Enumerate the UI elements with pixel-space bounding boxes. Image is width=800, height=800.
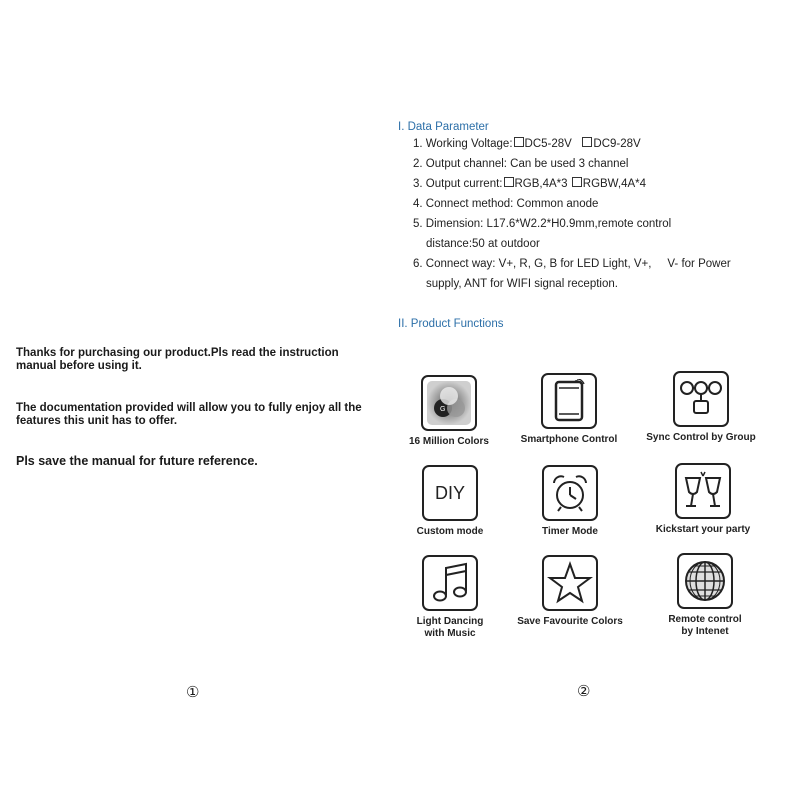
param-label: 3. Output current: xyxy=(413,178,503,190)
checkbox-icon xyxy=(514,137,524,147)
feature-smartphone-control xyxy=(509,373,629,446)
feature-label-line: with Music xyxy=(424,628,476,639)
cheers-glasses-icon xyxy=(675,463,731,519)
param-label: 1. Working Voltage: xyxy=(413,138,513,150)
product-functions-title: II. Product Functions xyxy=(398,318,504,330)
param-option: DC5-28V xyxy=(524,138,572,150)
param-option: DC9-28V xyxy=(593,138,641,150)
parameter-list xyxy=(413,134,785,294)
save-manual-text: Pls save the manual for future reference. xyxy=(16,454,258,468)
param-text: 6. Connect way: V+, R, G, B for LED Light, V+, V- for Power xyxy=(413,258,731,270)
svg-text:G: G xyxy=(440,406,446,413)
param-output-current xyxy=(413,174,785,194)
color-wheel-icon xyxy=(421,375,477,431)
param-working-voltage xyxy=(413,134,785,154)
feature-remote-control-internet xyxy=(645,553,765,638)
feature-label-line: by Intenet xyxy=(681,626,729,637)
smartphone-icon xyxy=(541,373,597,429)
feature-label: Kickstart your party xyxy=(655,524,751,535)
feature-16-million-colors xyxy=(389,375,509,448)
feature-kickstart-party xyxy=(643,463,763,536)
checkbox-icon xyxy=(572,177,582,187)
param-text-cont: distance:50 at outdoor xyxy=(426,238,540,250)
feature-label: Sync Control by Group xyxy=(646,432,756,443)
diy-icon-text: DIY xyxy=(434,482,465,503)
feature-label: Smartphone Control xyxy=(520,434,618,445)
feature-label: Custom mode xyxy=(416,526,484,537)
feature-custom-mode xyxy=(390,465,510,538)
page-number-1: ① xyxy=(186,684,200,701)
feature-label-line: Light Dancing xyxy=(416,616,484,627)
feature-light-dancing xyxy=(390,555,510,640)
param-text: 5. Dimension: L17.6*W2.2*H0.9mm,remote control xyxy=(413,218,672,230)
feature-label: 16 Million Colors xyxy=(408,436,489,447)
feature-sync-control-group xyxy=(641,371,761,444)
param-connect-way xyxy=(413,254,785,294)
music-note-icon xyxy=(422,555,478,611)
feature-save-favourite-colors xyxy=(510,555,630,628)
diy-icon xyxy=(422,465,478,521)
checkbox-icon xyxy=(504,177,514,187)
feature-timer-mode xyxy=(510,465,630,538)
intro-block xyxy=(16,347,376,468)
feature-label xyxy=(645,614,765,638)
param-option: RGB,4A*3 xyxy=(514,178,568,190)
group-sync-icon xyxy=(673,371,729,427)
alarm-clock-icon xyxy=(542,465,598,521)
globe-icon xyxy=(677,553,733,609)
feature-label xyxy=(390,616,510,640)
param-option: RGBW,4A*4 xyxy=(582,178,647,190)
checkbox-icon xyxy=(582,137,592,147)
feature-label-line: Remote control xyxy=(668,614,742,625)
documentation-text: The documentation provided will allow you to fully enjoy all the features this unit has to offer. xyxy=(16,402,362,427)
data-parameter-title: I. Data Parameter xyxy=(398,121,489,133)
intro-text: Thanks for purchasing our product.Pls read the instruction manual before using it. xyxy=(16,347,339,372)
param-dimension xyxy=(413,214,785,254)
star-icon xyxy=(542,555,598,611)
page-number-2: ② xyxy=(577,683,591,700)
param-connect-method: 4. Connect method: Common anode xyxy=(413,198,599,210)
param-output-channel: 2. Output channel: Can be used 3 channel xyxy=(413,158,629,170)
feature-label: Save Favourite Colors xyxy=(517,616,623,627)
feature-label: Timer Mode xyxy=(542,526,598,537)
param-text-cont: supply, ANT for WIFI signal reception. xyxy=(426,278,618,290)
